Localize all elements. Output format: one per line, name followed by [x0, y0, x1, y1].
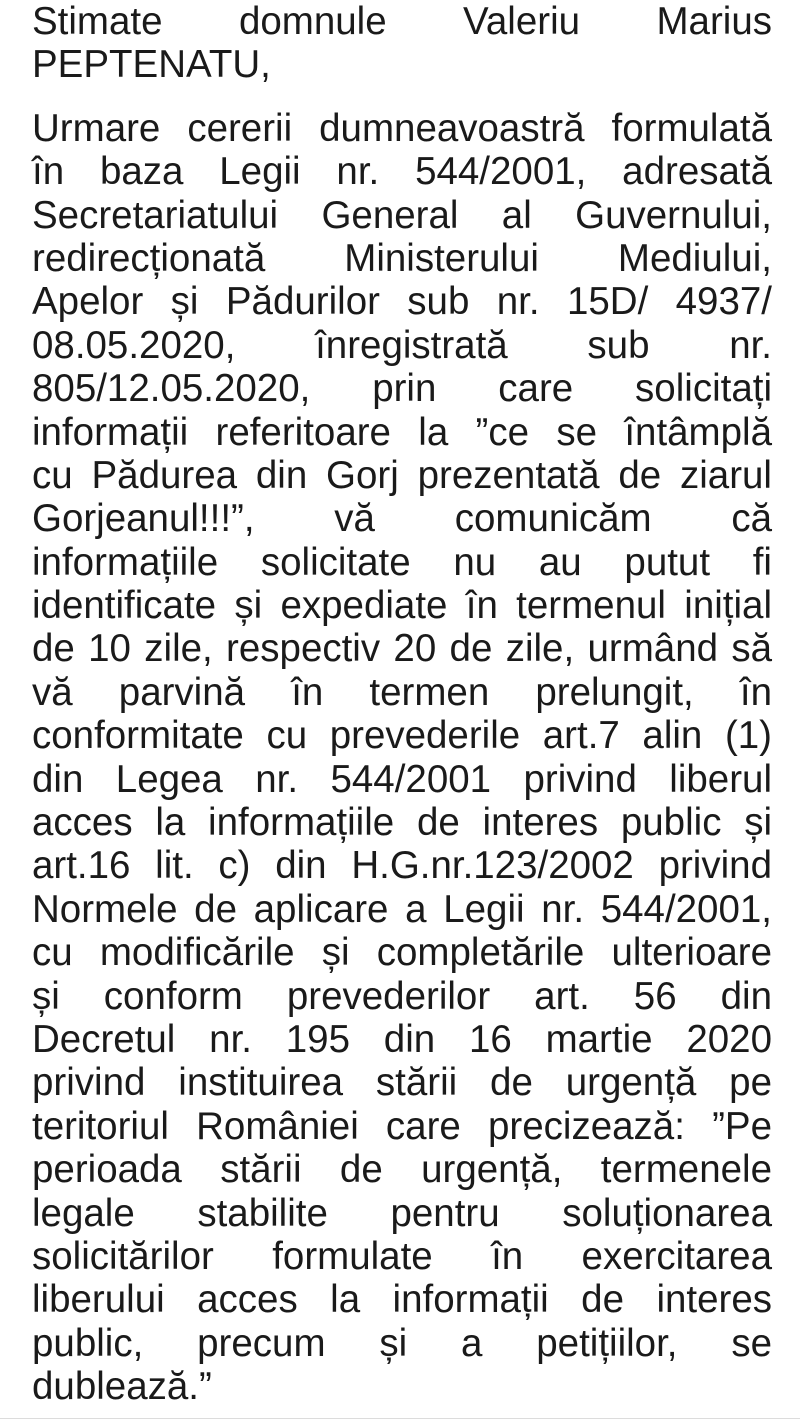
body-line: Secretariatului General al Guvernului, [32, 193, 772, 237]
paragraph-gap [32, 87, 772, 107]
body-line: teritoriul României care precizează: ”Pe [32, 1104, 772, 1148]
body-line: identificate și expediate în termenul inițial [32, 584, 772, 628]
body-line: legale stabilite pentru soluționarea [32, 1191, 772, 1235]
body-line: Urmare cererii dumneavoastră formulată [32, 106, 772, 150]
body-line: acces la informațiile de interes public și [32, 801, 772, 845]
body-line: conformitate cu prevederile art.7 alin (1) [32, 714, 772, 758]
letter-body-paragraph [32, 107, 772, 1409]
body-line: informațiile solicitate nu au putut fi [32, 540, 772, 584]
salutation-line: PEPTENATU, [32, 43, 271, 87]
body-line: și conform prevederilor art. 56 din [32, 974, 772, 1018]
body-line: în baza Legii nr. 544/2001, adresată [32, 150, 772, 194]
body-line: privind instituirea stării de urgență pe [32, 1061, 772, 1105]
body-line: informații referitoare la ”ce se întâmplă [32, 410, 772, 454]
body-line: Gorjeanul!!!”, vă comunicăm că [32, 497, 772, 541]
body-line: solicitărilor formulate în exercitarea [32, 1234, 772, 1278]
body-line: public, precum și a petițiilor, se [32, 1321, 772, 1365]
salutation-line: Stimate domnule Valeriu Marius [32, 0, 772, 43]
body-line: Normele de aplicare a Legii nr. 544/2001, [32, 887, 772, 931]
body-line: Apelor și Pădurilor sub nr. 15D/ 4937/ [32, 280, 772, 324]
body-line: 805/12.05.2020, prin care solicitați [32, 367, 772, 411]
body-line: de 10 zile, respectiv 20 de zile, urmând să [32, 627, 772, 671]
body-line: din Legea nr. 544/2001 privind liberul [32, 757, 772, 801]
body-line: liberului acces la informații de interes [32, 1278, 772, 1322]
body-line: dublează.” [32, 1365, 212, 1409]
body-line: art.16 lit. c) din H.G.nr.123/2002 privind [32, 844, 772, 888]
body-line: redirecționată Ministerului Mediului, [32, 236, 772, 280]
body-line: cu Pădurea din Gorj prezentată de ziarul [32, 453, 772, 497]
body-line: cu modificările și completările ulterioare [32, 931, 772, 975]
letter-document [32, 0, 772, 1409]
body-line: perioada stării de urgență, termenele [32, 1148, 772, 1192]
body-line: vă parvină în termen prelungit, în [32, 670, 772, 714]
bottom-divider [0, 1418, 800, 1419]
body-line: 08.05.2020, înregistrată sub nr. [32, 323, 772, 367]
body-line: Decretul nr. 195 din 16 martie 2020 [32, 1017, 772, 1061]
